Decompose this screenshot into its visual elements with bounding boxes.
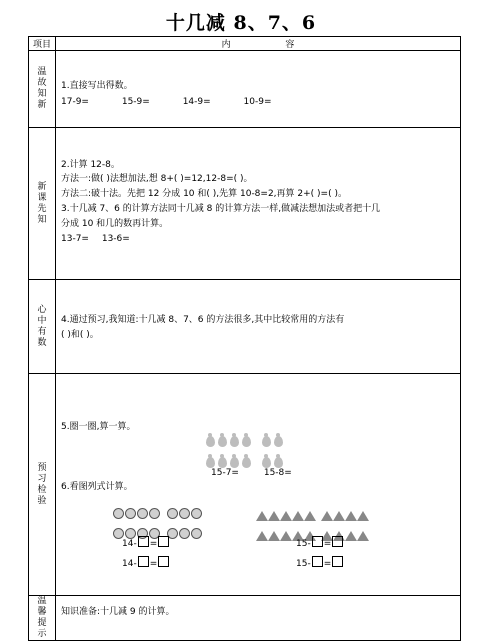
circle-icon [179,528,190,539]
calc-item: 13-6= [101,234,130,244]
row-heart [29,280,461,374]
page-title: 十几减 8、7、6 [165,12,317,34]
question-1: 1.直接写出得数。 [61,81,133,91]
row-content [56,128,461,280]
row-review [29,51,461,128]
pear-icon [262,436,271,447]
triangle-icon [304,511,316,521]
row-preview [29,374,461,596]
pear-icon [274,436,283,447]
pear-group [206,432,286,472]
pear-icon [242,436,251,447]
answer-box[interactable] [312,556,323,567]
question-2: 2.计算 12-8。 [61,160,120,170]
triangle-icon [280,531,292,541]
answer-box[interactable] [138,556,149,567]
question-5: 5.圈一圈,算一算。 [61,422,136,432]
triangle-icon [268,531,280,541]
row-label: 新课先知 [29,128,56,280]
row-content [56,596,461,641]
row-content [56,51,461,128]
calc-item: 15-9= [121,97,150,107]
circle-icon [191,508,202,519]
question-3-line-2: 分成 10 和几的数再计算。 [61,219,169,229]
triangle-icon [256,511,268,521]
row-newlesson [29,128,461,280]
pear-icon [242,457,251,468]
row-tip [29,596,461,641]
calc-item: 10-9= [243,97,272,107]
calc-item: 15-7= [211,468,239,478]
triangle-icon [333,511,345,521]
worksheet-table [28,36,461,641]
method-2: 方法二:破十法。先把 12 分成 10 和( ),先算 10-8=2,再算 2+( )=( )。 [61,189,347,199]
pear-icon [274,457,283,468]
triangle-icon [357,531,369,541]
header-content: 内 容 [56,37,461,51]
equation-right-1: 15- = [296,536,344,549]
row-content [56,280,461,374]
pear-icon [262,457,271,468]
answer-box[interactable] [332,556,343,567]
method-1: 方法一:做( )法想加法,想 8+( )=12,12-8=( )。 [61,174,253,184]
answer-box[interactable] [158,556,169,567]
circle-icon [125,508,136,519]
pear-icon [218,436,227,447]
triangle-icon [292,511,304,521]
equation-left-1: 14- = [122,536,170,549]
circle-icon [137,508,148,519]
row-label: 温故知新 [29,51,56,128]
row-content [56,374,461,596]
circle-icon [179,508,190,519]
question-4-line-2: ( )和( )。 [61,330,99,340]
pear-icon [230,436,239,447]
circle-icon [113,508,124,519]
row-label: 温馨提示 [29,596,56,641]
pear-icon [206,457,215,468]
calc-item: 17-9= [61,97,89,107]
pear-icon [206,436,215,447]
equation-left-2: 14- = [122,556,170,569]
answer-box[interactable] [332,536,343,547]
circle-icon [167,508,178,519]
header-item: 项目 [29,37,56,51]
triangle-icon [321,511,333,521]
question-3-line-1: 3.十几减 7、6 的计算方法同十几减 8 的计算方法一样,做减法想加法或者把十几 [61,204,381,214]
calc-item: 14-9= [182,97,211,107]
row-label: 心中有数 [29,280,56,374]
calc-row [211,468,322,479]
answer-box[interactable] [158,536,169,547]
header-row [29,37,461,51]
calc-item: 13-7= [61,234,89,244]
triangle-icon [268,511,280,521]
circle-icon [149,508,160,519]
pear-icon [218,457,227,468]
tip-text: 知识准备:十几减 9 的计算。 [61,607,175,617]
answer-box[interactable] [312,536,323,547]
calc-row [61,234,160,245]
triangle-icon [357,511,369,521]
triangle-icon [345,511,357,521]
calc-row [61,97,302,108]
triangle-icon [256,531,268,541]
question-4-line-1: 4.通过预习,我知道:十几减 8、7、6 的方法很多,其中比较常用的方法有 [61,315,345,325]
circle-icon [191,528,202,539]
answer-box[interactable] [138,536,149,547]
pear-icon [230,457,239,468]
calc-item: 15-8= [263,468,292,478]
triangle-icon [345,531,357,541]
triangle-icon [280,511,292,521]
row-label: 预习检验 [29,374,56,596]
equation-right-2: 15- = [296,556,344,569]
question-6: 6.看图列式计算。 [61,482,133,492]
